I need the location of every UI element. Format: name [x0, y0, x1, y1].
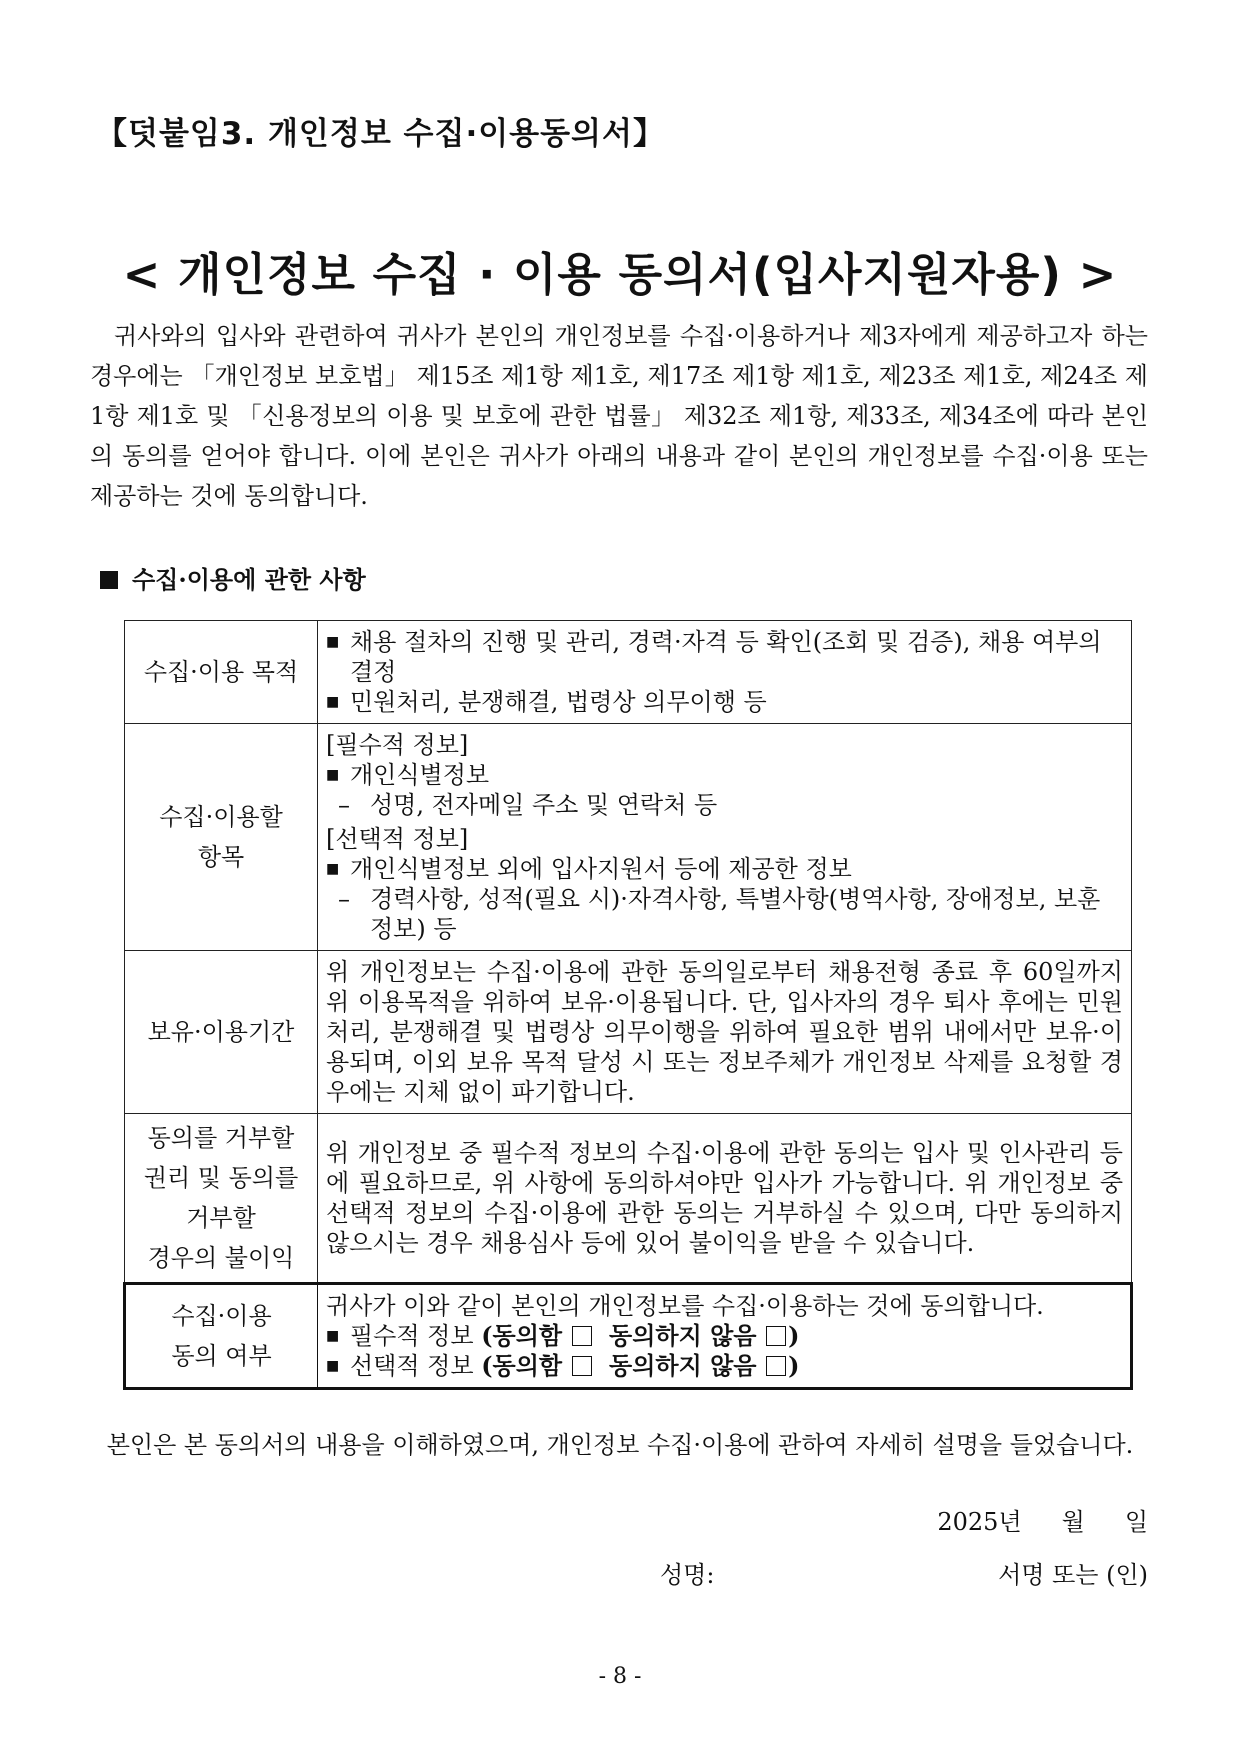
- required-consent-row: ■ 필수적 정보 (동의함 동의하지 않음 ): [326, 1321, 800, 1350]
- consent-statement: 귀사가 이와 같이 본인의 개인정보를 수집·이용하는 것에 동의합니다.: [326, 1292, 1044, 1320]
- table-row-retention: [125, 951, 1132, 1114]
- list-item: ■ 개인식별정보 외에 입사지원서 등에 제공한 정보: [326, 855, 852, 883]
- items-label: 수집·이용할 항목: [125, 724, 318, 951]
- list-item: ■ 개인식별정보: [326, 761, 490, 789]
- optional-info-heading: [선택적 정보]: [326, 825, 469, 853]
- table-row-consent: [125, 1284, 1132, 1389]
- list-item: ■ 채용 절차의 진행 및 관리, 경력·자격 등 확인(조회 및 검증), 채용 여부의 결정: [326, 628, 1102, 686]
- table-row-purpose: [125, 621, 1132, 724]
- understanding-statement: 본인은 본 동의서의 내용을 이해하였으며, 개인정보 수집·이용에 관하여 자세히 설명을 들었습니다.: [106, 1431, 1134, 1459]
- bullet-square-icon: ■: [326, 634, 340, 650]
- black-square-icon: [100, 571, 118, 589]
- bullet-square-icon: ■: [326, 767, 340, 783]
- document-title: < 개인정보 수집 · 이용 동의서(입사지원자용) >: [122, 248, 1118, 301]
- bullet-square-icon: ■: [326, 1328, 340, 1344]
- section-heading-text: 수집·이용에 관한 사항: [132, 565, 366, 594]
- bullet-square-icon: ■: [326, 1358, 340, 1374]
- optional-consent-row: ■ 선택적 정보 (동의함 동의하지 않음 ): [326, 1351, 800, 1380]
- retention-label: 보유·이용기간: [125, 951, 318, 1114]
- items-content: [318, 724, 1132, 951]
- purpose-label: 수집·이용 목적: [125, 621, 318, 724]
- list-item: – 성명, 전자메일 주소 및 연락처 등: [338, 791, 718, 819]
- retention-content: 위 개인정보는 수집·이용에 관한 동의일로부터 채용전형 종료 후 60일까지 위 이용목적을 위하여 보유·이용됩니다. 단, 입사자의 경우 퇴사 후에는 민원처리, 분쟁해결 및 법령상 의무이행을 위하여 필요한 범위 내에서만 보유·이용되며, 이외 보유 목적 달성 시 또는 정보주체가 개인정보 삭제를 요청할 경우에는 지체 없이 파기합니다.: [318, 951, 1132, 1114]
- list-item: ■ 민원처리, 분쟁해결, 법령상 의무이행 등: [326, 688, 767, 716]
- required-disagree-checkbox[interactable]: [766, 1326, 786, 1346]
- page-number: - 8 -: [598, 1664, 642, 1689]
- intro-paragraph: 귀사와의 입사와 관련하여 귀사가 본인의 개인정보를 수집·이용하거나 제3자에게 제공하고자 하는 경우에는 「개인정보 보호법」 제15조 제1항 제1호, 제17조 제1항 제1호, 제23조 제1호, 제24조 제1항 제1호 및 「신용정보의 이용 및 보호에 관한 법률」 제32조 제1항, 제33조, 제34조에 따라 본인의 동의를 얻어야 합니다. 이에 본인은 귀사가 아래의 내용과 같이 본인의 개인정보를 수집·이용 또는 제공하는 것에 동의합니다.: [90, 322, 1148, 510]
- refusal-content: 위 개인정보 중 필수적 정보의 수집·이용에 관한 동의는 입사 및 인사관리 등에 필요하므로, 위 사항에 동의하셔야만 입사가 가능합니다. 위 개인정보 중 선택적 정보의 수집·이용에 관한 동의는 거부하실 수 있으며, 다만 동의하지 않으시는 경우 채용심사 등에 있어 불이익을 받을 수 있습니다.: [318, 1114, 1132, 1284]
- dash-icon: –: [338, 885, 350, 913]
- optional-agree-checkbox[interactable]: [572, 1356, 592, 1376]
- signature-note: 서명 또는 (인): [998, 1561, 1148, 1589]
- attachment-title: 【덧붙임3. 개인정보 수집·이용동의서】: [96, 116, 665, 152]
- date-year: 2025년: [937, 1508, 1022, 1536]
- date-month: 월: [1061, 1508, 1085, 1536]
- consent-table: [123, 620, 1133, 1390]
- optional-disagree-checkbox[interactable]: [766, 1356, 786, 1376]
- refusal-label: 동의를 거부할 권리 및 동의를 거부할 경우의 불이익: [125, 1114, 318, 1284]
- required-info-heading: [필수적 정보]: [326, 731, 469, 759]
- name-label: 성명:: [660, 1561, 715, 1589]
- required-agree-checkbox[interactable]: [572, 1326, 592, 1346]
- date-line: [937, 1502, 1148, 1537]
- consent-content: [318, 1284, 1132, 1389]
- section-heading: [100, 560, 366, 595]
- purpose-content: [318, 621, 1132, 724]
- consent-label: 수집·이용 동의 여부: [125, 1284, 318, 1389]
- table-row-items: [125, 724, 1132, 951]
- table-row-refusal: [125, 1114, 1132, 1284]
- dash-icon: –: [338, 791, 350, 819]
- bullet-square-icon: ■: [326, 694, 340, 710]
- list-item: – 경력사항, 성적(필요 시)·자격사항, 특별사항(병역사항, 장애정보, 보훈정보) 등: [338, 885, 1101, 943]
- bullet-square-icon: ■: [326, 861, 340, 877]
- date-day: 일: [1124, 1508, 1148, 1536]
